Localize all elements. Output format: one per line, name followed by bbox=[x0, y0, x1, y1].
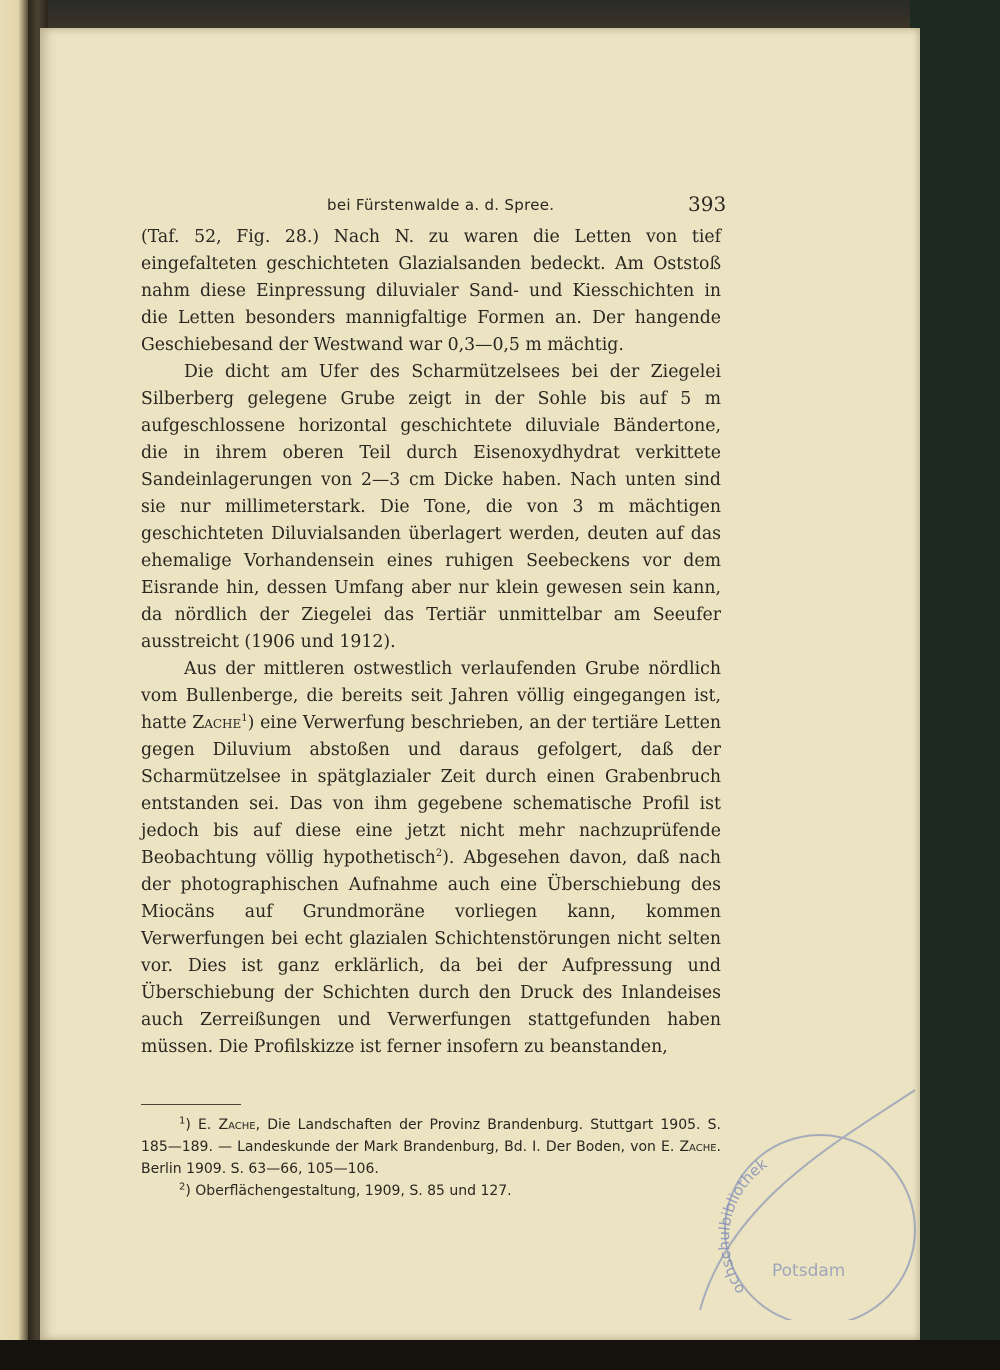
book-cover-edge bbox=[910, 0, 1000, 1370]
footnote-ref-2[interactable]: 2 bbox=[435, 848, 443, 860]
footnote-1-author: Zache bbox=[218, 1117, 256, 1133]
top-edge bbox=[0, 0, 1000, 30]
footnotes bbox=[141, 1114, 721, 1202]
footnote-1-mark: 1 bbox=[179, 1115, 186, 1127]
stamp-ring bbox=[725, 1135, 915, 1320]
footnote-1-text: , Die Landschaften der Provinz Brandenburg. Stuttgart 1905. S. 185—189. — Landeskunde der Mark Brandenburg, Bd. I. Der Boden, von E. bbox=[141, 1117, 721, 1155]
left-page-edge bbox=[0, 0, 30, 1370]
page-number: 393 bbox=[688, 192, 727, 216]
footnote-2-mark: 2 bbox=[179, 1181, 186, 1193]
paragraph-3 bbox=[141, 656, 721, 1061]
paragraph-2: Die dicht am Ufer des Scharmützelsees bei der Ziegelei Silberberg gelegene Grube zeigt in der Sohle bis auf 5 m aufgeschlossene horizontal geschichtete diluviale Bändertone, die in ihrem oberen Teil durch Eisenoxydhydrat verkittete Sandeinlagerungen von 2—3 cm Dicke haben. Nach unten sind sie nur millimeterstark. Die Tone, die von 3 m mächtigen geschichteten Diluvialsanden überlagert werden, deuten auf das ehemalige Vorhandensein eines ruhigen Seebeckens vor dem Eisrande hin, dessen Umfang aber nur klein gewesen sein kann, da nördlich der Ziegelei das Tertiär unmittelbar am Seeufer ausstreicht (1906 und 1912). bbox=[141, 362, 721, 652]
library-stamp bbox=[690, 990, 920, 1320]
body-text bbox=[141, 224, 721, 1061]
stamp-city-text: Potsdam bbox=[772, 1261, 846, 1281]
paragraph-1: (Taf. 52, Fig. 28.) Nach N. zu waren die Letten von tief eingefalteten geschichteten Glazialsanden bedeckt. Am Oststoß nahm diese Einpressung diluvialer Sand- und Kiesschichten in die Letten besonders mannigfaltige Formen an. Der hangende Geschiebesand der Westwand war 0,3—0,5 m mächtig. bbox=[141, 227, 721, 355]
page-header bbox=[40, 190, 920, 220]
footnote-ref-1[interactable]: 1 bbox=[241, 713, 248, 725]
running-title: bei Fürstenwalde a. d. Spree. bbox=[327, 196, 555, 214]
footnote-1-prefix: ) E. bbox=[185, 1117, 219, 1133]
footnote-rule bbox=[141, 1104, 241, 1105]
paragraph-3-part-c: ). Abgesehen davon, daß nach der photographischen Aufnahme auch eine Überschiebung des Miocäns auf Grundmoräne vorliegen kann, kommen Verwerfungen bei echt glazialen Schichtenstörungen nicht selten vor. Dies ist ganz erklärlich, da bei der Aufpressung und Überschiebung der Schichten durch den Druck des Inlandeises auch Zerreißungen und Verwerfungen stattgefunden haben müssen. Die Profilskizze ist ferner insofern zu beanstanden, bbox=[141, 848, 721, 1057]
paragraph-3-part-b: ) eine Verwerfung beschrieben, an der tertiäre Letten gegen Diluvium abstoßen und daraus gefolgert, daß der Scharmützelsee in spätglazialer Zeit durch einen Grabenbruch entstanden sei. Das von ihm gegebene schematische Profil ist jedoch bis auf diese eine jetzt nicht mehr nachzuprüfende Beobachtung völlig hypothetisch bbox=[141, 713, 721, 868]
paragraph-3-part-a: Aus der mittleren ostwestlich verlaufenden Grube nördlich vom Bullenberge, die bereits seit Jahren völlig eingegangen ist, hatte bbox=[141, 659, 721, 733]
footnote-1-text-2: . Berlin 1909. S. 63—66, 105—106. bbox=[141, 1139, 721, 1177]
stamp-arc-path-text: ochschulbibliothek bbox=[714, 1154, 771, 1298]
author-name: Zache bbox=[192, 713, 242, 733]
footnote-1-author-2: Zache bbox=[679, 1139, 717, 1155]
footnote-2 bbox=[141, 1180, 721, 1202]
bottom-edge bbox=[0, 1340, 1000, 1370]
footnote-2-text: ) Oberflächengestaltung, 1909, S. 85 und 127. bbox=[185, 1183, 512, 1199]
footnote-1 bbox=[141, 1114, 721, 1180]
